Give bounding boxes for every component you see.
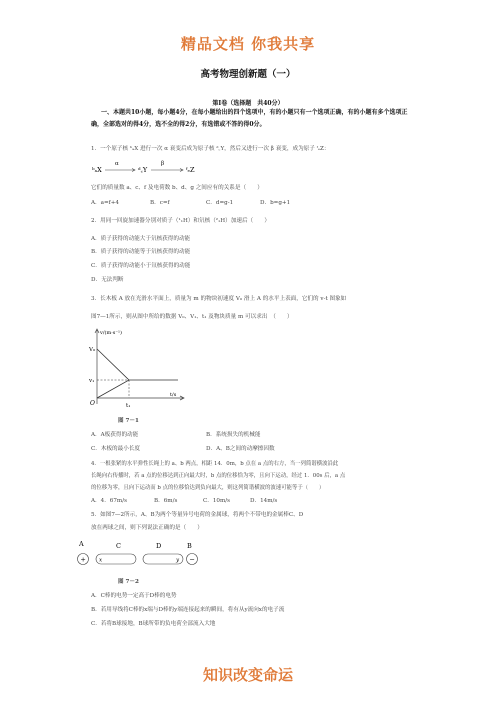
q4-line2: 长绳向右传播时，若 a 点的位移达到正向最大时，b 点的位移恰为零，且向下运动，经过 1．00s 后，a 点: [91, 473, 346, 479]
q5-option-a: A．C棒的电势一定高于D棒的电势: [91, 593, 177, 599]
q5-minus-sign: −: [189, 555, 195, 564]
q1-option-b: B．c=f: [150, 200, 170, 206]
q5-label-c: C: [116, 542, 121, 550]
q4-line3: 的位移为零，且向下运动而 b 点的位移恰达到负向最大，则这列简谐横波的波速可能等于（ ）: [91, 485, 325, 491]
q2-option-d: D．无法判断: [91, 277, 124, 283]
q5-option-c: C．若将B球接地，B球所带的负电荷全部流入大地: [91, 621, 216, 627]
q1-option-a: A．a=f+4: [91, 200, 119, 206]
q3-t1-label: t₁: [126, 403, 131, 409]
footer-banner: 知识改变命运: [202, 666, 293, 684]
q4-option-b: B．6m/s: [154, 498, 178, 504]
section-heading: 第Ⅰ卷（选择题 共40分）: [212, 100, 284, 107]
q1-decay-arrow1-label: α: [115, 161, 119, 167]
q3-line1: 3．长木板 A 放在光滑水平面上，质量为 m 的物块初速度 V₀ 滑上 A 的水平上表面，它们的 v-t 图象如: [91, 296, 347, 302]
page-title: 高考物理创新题（一）: [200, 69, 296, 80]
q3-v0-label: V₀: [89, 347, 96, 353]
q3-option-d: D．A、B之间的动摩擦因数: [206, 446, 275, 452]
q3-board-line: [97, 380, 129, 398]
q3-vt-graph: [88, 324, 188, 414]
q5-plus-sign: +: [80, 555, 86, 564]
q3-line2: 图7—1所示，则从图中所给的数据 V₀、V₁、t₁ 及物块质量 m 可以求出 （ ）: [91, 314, 293, 320]
q2-option-b: B．质子获得的动能等于氘核获得的动能: [91, 249, 191, 255]
header-banner: 精品文档 你我共享: [180, 35, 316, 53]
q3-ylabel: v/(m·s⁻¹): [100, 330, 122, 336]
q1-decay-equation: [91, 160, 221, 176]
q5-label-b: B: [187, 542, 192, 550]
q3-option-b: B．系统损失的机械能: [206, 432, 261, 438]
q4-option-c: C．10m/s: [203, 498, 231, 504]
instructions: 一、本题共10小题，每小题4分，在每小题给出的四个选项中，有的小题只有一个选项正确，有的小题有多个选项正确，全部选对的得4分，选不全的得2分，有选错或不答的得0分。: [91, 109, 408, 128]
q1-line2: 它们的质量数 a、c、f 及电荷数 b、d、g 之间应有的关系是（ ）: [91, 185, 263, 191]
q2-option-c: C．质子获得的动能小于氘核获得的动能: [91, 263, 191, 269]
q1-decay-arrow2-label: β: [161, 161, 165, 167]
q5-option-b: B．若用导线将C棒的x端与D棒的y端连接起来的瞬间，将有从y流向x的电子流: [91, 607, 285, 613]
q4-option-a: A．4．67m/s: [91, 498, 127, 504]
q5-caption: 图 7－2: [118, 579, 139, 585]
q5-line2: 放在两球之间，则下列说法正确的是（ ）: [91, 525, 203, 531]
q3-option-a: A．A板获得的动能: [91, 432, 139, 438]
q3-v1-label: v₁: [89, 378, 95, 384]
q2-stem: 2．用同一回旋加速器分别对质子（¹₁H）和氘核（²₁H）加速后（ ）: [91, 218, 270, 224]
q1-option-c: C．d=g-1: [206, 200, 234, 206]
q5-line1: 5．如图7—2所示，A、B为两个等量异号电荷的金属球，将两个不带电的金属棒C、D: [91, 512, 304, 518]
q5-figure: [76, 538, 216, 568]
q5-end-x: x: [99, 557, 103, 564]
q2-option-a: A．质子获得的动能大于氘核获得的动能: [91, 236, 191, 242]
q3-block-line: [97, 349, 129, 380]
q1-option-d: D．b=g+1: [260, 200, 291, 206]
q1-decay-x: ᵇₐX: [92, 166, 102, 174]
q1-line1: 1．一个原子核 ᵇₐX 进行一次 α 衰变后成为原子核 ᵈ꜀Y，然后又进行一次 β 衰变，成为原子 ᶠₑZ：: [91, 146, 330, 152]
q5-end-y: y: [176, 557, 180, 564]
q3-origin-label: O: [90, 400, 95, 407]
q3-xlabel: t/s: [170, 392, 177, 398]
q3-caption: 图 7－1: [118, 418, 139, 424]
q1-decay-y: ᵈ꜀Y: [138, 166, 148, 174]
q5-label-a: A: [79, 540, 84, 548]
q3-option-c: C．木板的最小长度: [91, 446, 141, 452]
q1-decay-z: ᶠₑZ: [186, 166, 195, 174]
q4-line1: 4．一根张紧的水平弹性长绳上的 a、b 两点，相距 14．0m，b 点在 a 点的右方，当一列简谐横波沿此: [91, 461, 339, 467]
q5-label-d: D: [156, 542, 162, 550]
q4-option-d: D．14m/s: [250, 498, 278, 504]
